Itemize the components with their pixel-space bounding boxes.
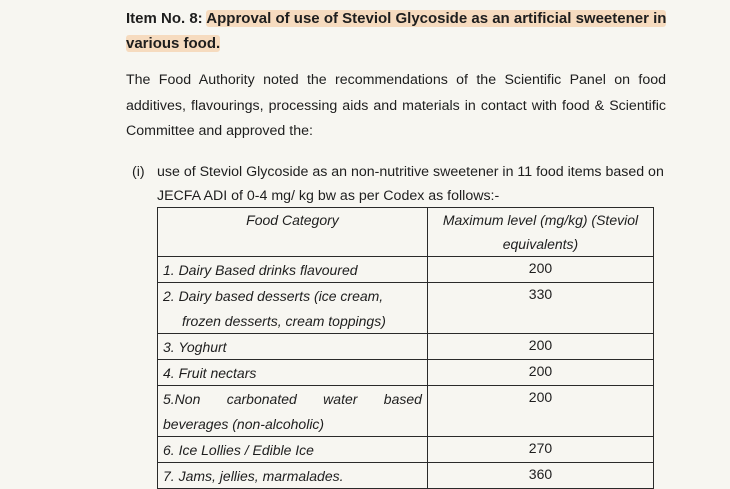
max-level-cell: 200	[528, 260, 553, 276]
item-text: use of Steviol Glycoside as an non-nutritive sweetener in 11 food items based on JECFA ADI of 0-4 mg/ kg bw as per Codex as follows:-	[157, 164, 664, 204]
table-row	[158, 463, 654, 489]
max-level-cell: 200	[528, 363, 553, 379]
table-row	[158, 386, 654, 437]
food-category-cell-continuation: beverages (non-alcoholic)	[163, 416, 325, 432]
item-marker: (i)	[132, 164, 145, 180]
table-row	[158, 257, 654, 283]
food-category-cell: 7. Jams, jellies, marmalades.	[163, 468, 344, 484]
heading-highlight-line1: Approval of use of Steviol Glycoside as an artificial sweetener in	[206, 10, 667, 27]
item-heading	[126, 6, 686, 56]
sweetener-limits-table	[157, 207, 654, 489]
category-word: carbonated	[226, 391, 297, 407]
table-row	[158, 437, 654, 463]
max-level-cell: 360	[528, 466, 553, 482]
food-category-cell: 2. Dairy based desserts (ice cream,	[163, 288, 384, 304]
category-word: 5.Non	[163, 391, 201, 407]
food-category-cell	[158, 386, 427, 411]
max-level-cell: 200	[528, 337, 553, 353]
food-category-cell: 6. Ice Lollies / Edible Ice	[163, 442, 314, 458]
table-row	[158, 283, 654, 334]
category-word: based	[383, 391, 422, 407]
max-level-cell: 330	[528, 286, 553, 302]
max-level-cell: 270	[528, 440, 553, 456]
heading-highlight-line2: various food.	[126, 35, 221, 52]
intro-paragraph: The Food Authority noted the recommendations of the Scientific Panel on food additives, flavourings, processing aids and materials in contact with food & Scientific Committee and approved the:	[126, 72, 666, 139]
table-row	[158, 360, 654, 386]
table-row	[158, 334, 654, 360]
food-category-cell: 3. Yoghurt	[163, 339, 227, 355]
max-level-cell: 200	[528, 389, 553, 405]
table-header-row	[158, 208, 654, 257]
food-category-cell: 1. Dairy Based drinks flavoured	[163, 262, 358, 278]
food-category-cell: 4. Fruit nectars	[163, 365, 257, 381]
column-header-food-category: Food Category	[158, 208, 428, 257]
category-word: water	[323, 391, 358, 407]
column-header-maximum-level: Maximum level (mg/kg) (Steviol equivalents)	[427, 208, 653, 257]
food-category-cell-continuation: frozen desserts, cream toppings)	[182, 313, 386, 329]
item-number: Item No. 8:	[126, 10, 207, 27]
